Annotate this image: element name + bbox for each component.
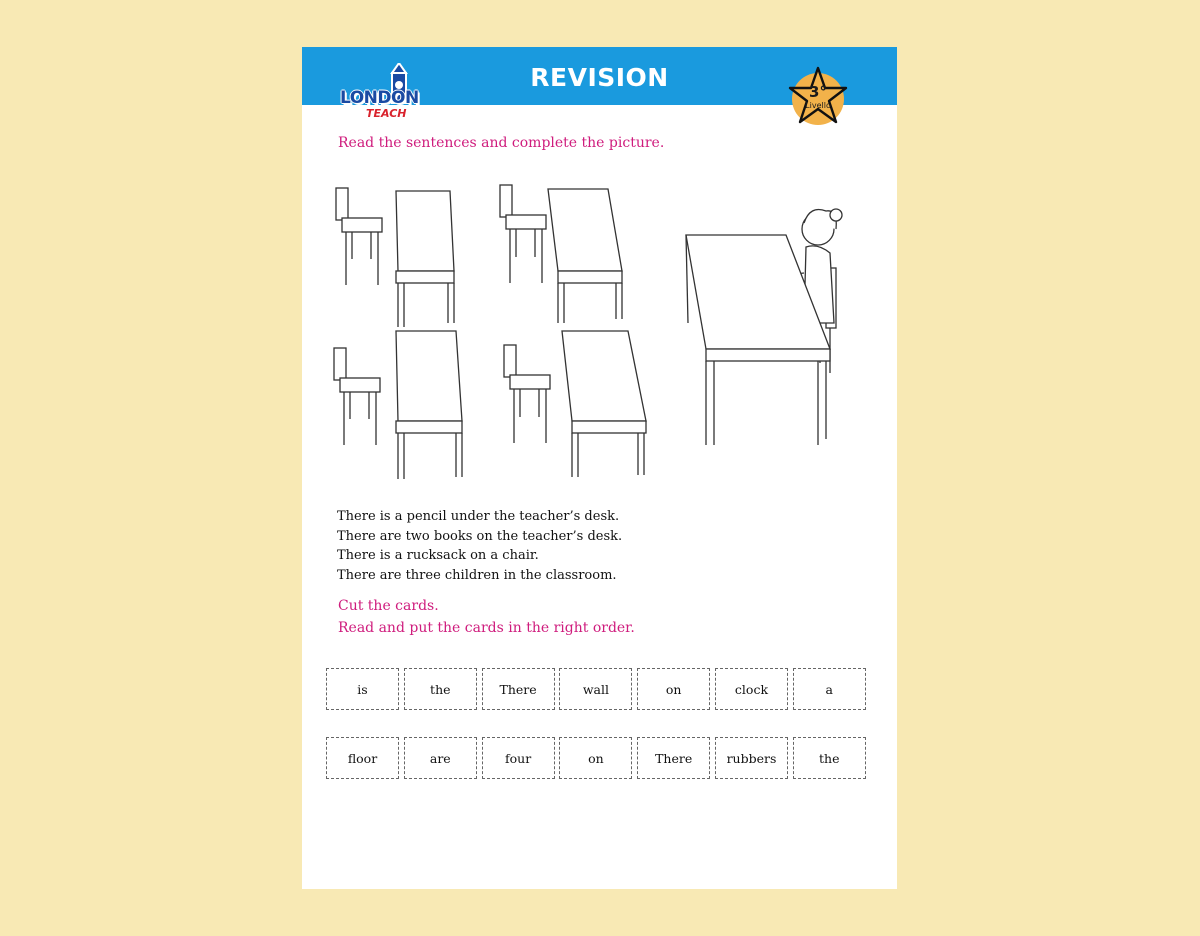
word-card[interactable]: rubbers: [715, 737, 788, 779]
word-card[interactable]: the: [404, 668, 477, 710]
sentence: There is a rucksack on a chair.: [337, 548, 539, 563]
word-card[interactable]: There: [637, 737, 710, 779]
cards-row-1: [326, 668, 871, 710]
word-card[interactable]: floor: [326, 737, 399, 779]
chair-icon: [504, 345, 550, 443]
worksheet-page: [302, 47, 897, 889]
chair-icon: [336, 188, 382, 285]
word-card[interactable]: is: [326, 668, 399, 710]
instruction-order: Read and put the cards in the right order.: [338, 620, 635, 636]
instruction-cut: Cut the cards.: [338, 598, 439, 614]
chair-icon: [500, 185, 546, 283]
sentence: There are two books on the teacher’s desk.: [337, 528, 623, 544]
cards-row-2: [326, 737, 871, 779]
desk-icon: [548, 189, 622, 323]
logo-text: LONDON: [340, 88, 419, 108]
word-card[interactable]: four: [482, 737, 555, 779]
desk-icon: [562, 331, 646, 477]
chair-icon: [334, 348, 380, 445]
sentence: There are three children in the classroom.: [337, 567, 617, 583]
word-card[interactable]: a: [793, 668, 866, 710]
word-card[interactable]: There: [482, 668, 555, 710]
word-card[interactable]: on: [559, 737, 632, 779]
logo-subtext: TEACH: [366, 107, 407, 120]
word-card[interactable]: are: [404, 737, 477, 779]
level-number: 3°: [809, 83, 827, 101]
level-label: Livello: [805, 101, 831, 110]
word-card[interactable]: clock: [715, 668, 788, 710]
desk-icon: [396, 191, 454, 327]
sentences-list: [337, 507, 622, 585]
sentence: There is a pencil under the teacher’s desk.: [337, 509, 620, 524]
word-card[interactable]: the: [793, 737, 866, 779]
level-badge: [786, 65, 850, 127]
london-teach-logo: [336, 63, 432, 127]
word-card[interactable]: wall: [559, 668, 632, 710]
instruction-picture: Read the sentences and complete the picture.: [338, 135, 665, 151]
word-card[interactable]: on: [637, 668, 710, 710]
desk-icon: [396, 331, 462, 479]
page-title: REVISION: [530, 63, 669, 92]
classroom-picture: [326, 173, 866, 485]
